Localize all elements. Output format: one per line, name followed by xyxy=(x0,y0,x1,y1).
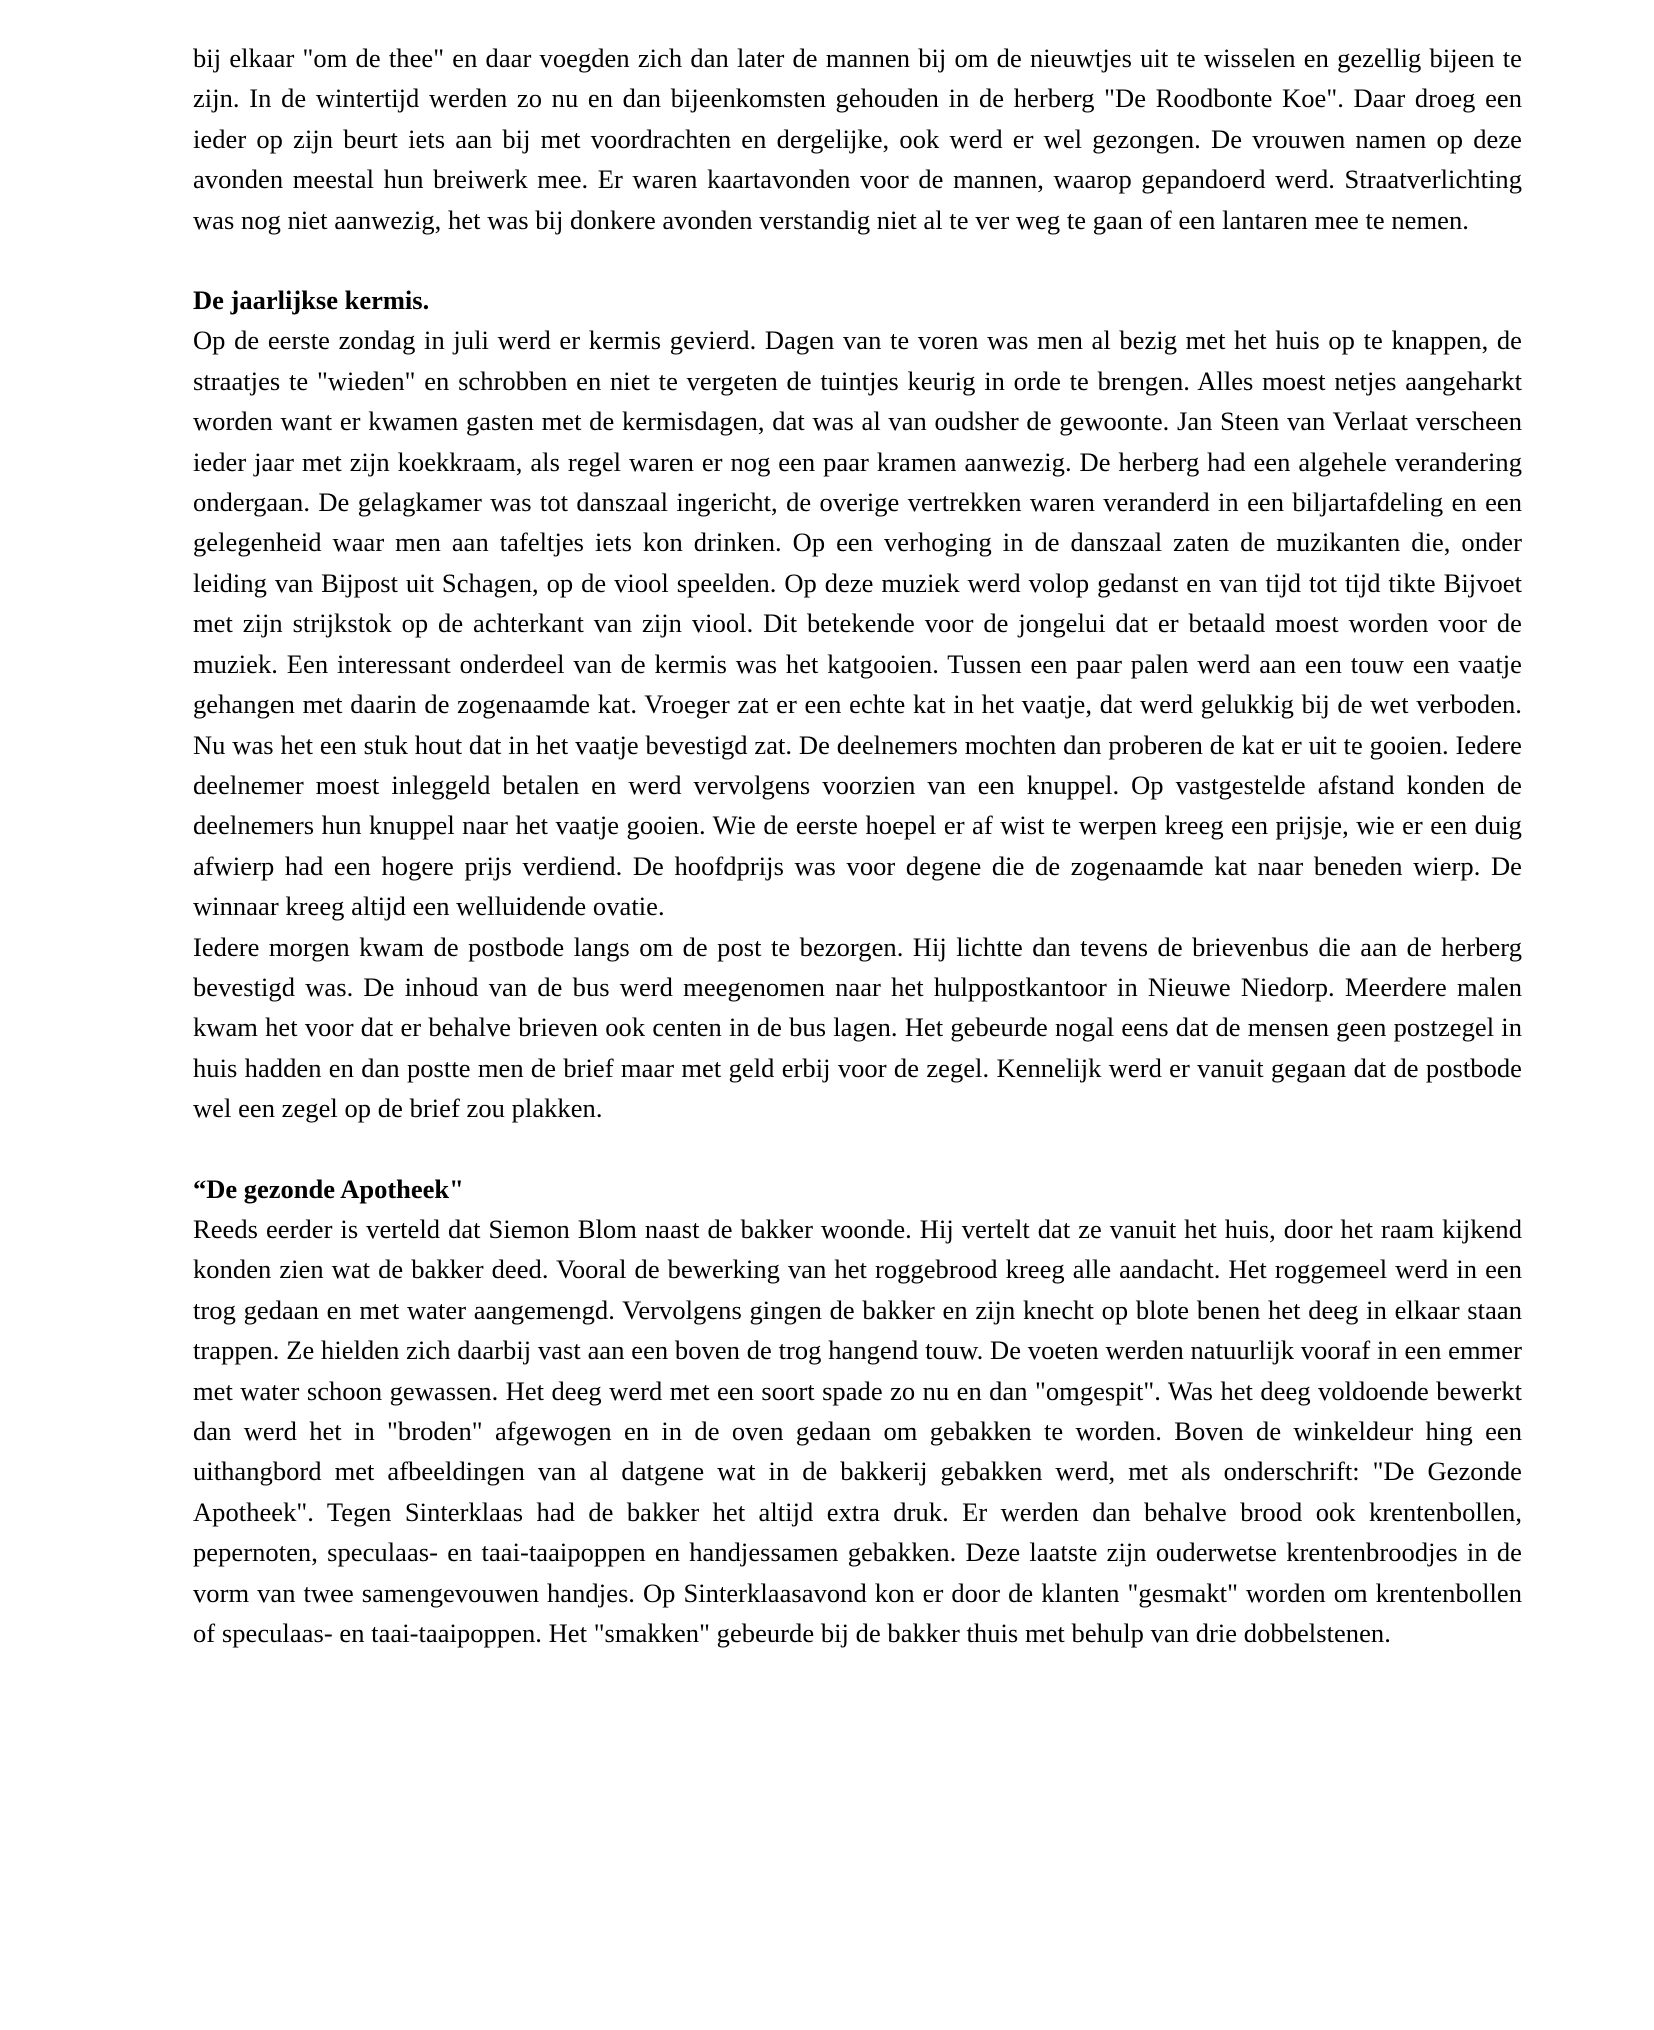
document-body xyxy=(193,38,1522,1653)
section-kermis xyxy=(193,280,1522,1129)
paragraph-apotheek-1: Reeds eerder is verteld dat Siemon Blom naast de bakker woonde. Hij vertelt dat ze vanuit het huis, door het raam kijkend konden zien wat de bakker deed. Vooral de bewerking van het roggebrood kreeg alle aandacht. Het roggemeel werd in een trog gedaan en met water aangemengd. Vervolgens gingen de bakker en zijn knecht op blote benen het deeg in elkaar staan trappen. Ze hielden zich daarbij vast aan een boven de trog hangend touw. De voeten werden natuurlijk vooraf in een emmer met water schoon gewassen. Het deeg werd met een soort spade zo nu en dan "omgespit". Was het deeg voldoende bewerkt dan werd het in "broden" afgewogen en in de oven gedaan om gebakken te worden. Boven de winkeldeur hing een uithangbord met afbeeldingen van al datgene wat in de bakkerij gebakken werd, met als onderschrift: "De Gezonde Apotheek". Tegen Sinterklaas had de bakker het altijd extra druk. Er werden dan behalve brood ook krentenbollen, pepernoten, speculaas- en taai-taaipoppen en handjessamen gebakken. Deze laatste zijn ouderwetse krentenbroodjes in de vorm van twee samengevouwen handjes. Op Sinterklaasavond kon er door de klanten "gesmakt" worden om krentenbollen of speculaas- en taai-taaipoppen. Het "smakken" gebeurde bij de bakker thuis met behulp van drie dobbelstenen. xyxy=(193,1213,1522,1649)
section-heading-kermis: De jaarlijkse kermis. xyxy=(193,285,430,316)
section-spacer xyxy=(193,240,1522,280)
paragraph-kermis-2: Iedere morgen kwam de postbode langs om de post te bezorgen. Hij lichtte dan tevens de brievenbus die aan de herberg bevestigd was. De inhoud van de bus werd meegenomen naar het hulppostkantoor in Nieuwe Niedorp. Meerdere malen kwam het voor dat er behalve brieven ook centen in de bus lagen. Het gebeurde nogal eens dat de mensen geen postzegel in huis hadden en dan postte men de brief maar met geld erbij voor de zegel. Kennelijk werd er vanuit gegaan dat de postbode wel een zegel op de brief zou plakken. xyxy=(193,931,1522,1124)
paragraph-intro: bij elkaar "om de thee" en daar voegden zich dan later de mannen bij om de nieuwtjes uit te wisselen en gezellig bijeen te zijn. In de wintertijd werden zo nu en dan bijeenkomsten gehouden in de herberg "De Roodbonte Koe". Daar droeg een ieder op zijn beurt iets aan bij met voordrachten en dergelijke, ook werd er wel gezongen. De vrouwen namen op deze avonden meestal hun breiwerk mee. Er waren kaartavonden voor de mannen, waarop gepandoerd werd. Straatverlichting was nog niet aanwezig, het was bij donkere avonden verstandig niet al te ver weg te gaan of een lantaren mee te nemen. xyxy=(193,43,1522,235)
paragraph-kermis-1: Op de eerste zondag in juli werd er kermis gevierd. Dagen van te voren was men al bezig met het huis op te knappen, de straatjes te "wieden" en schrobben en niet te vergeten de tuintjes keurig in orde te brengen. Alles moest netjes aangeharkt worden want er kwamen gasten met de kermisdagen, dat was al van oudsher de gewoonte. Jan Steen van Verlaat verscheen ieder jaar met zijn koekkraam, als regel waren er nog een paar kramen aanwezig. De herberg had een algehele verandering ondergaan. De gelagkamer was tot danszaal ingericht, de overige vertrekken waren veranderd in een biljartafdeling en een gelegenheid waar men aan tafeltjes iets kon drinken. Op een verhoging in de danszaal zaten de muzikanten die, onder leiding van Bijpost uit Schagen, op de viool speelden. Op deze muziek werd volop gedanst en van tijd tot tijd tikte Bijvoet met zijn strijkstok op de achterkant van zijn viool. Dit betekende voor de jongelui dat er betaald moest worden voor de muziek. Een interessant onderdeel van de kermis was het katgooien. Tussen een paar palen werd aan een touw een vaatje gehangen met daarin de zogenaamde kat. Vroeger zat er een echte kat in het vaatje, dat werd gelukkig bij de wet verboden. Nu was het een stuk hout dat in het vaatje bevestigd zat. De deelnemers mochten dan proberen de kat er uit te gooien. Iedere deelnemer moest inleggeld betalen en werd vervolgens voorzien van een knuppel. Op vastgestelde afstand konden de deelnemers hun knuppel naar het vaatje gooien. Wie de eerste hoepel er af wist te werpen kreeg een prijsje, wie er een duig afwierp had een hogere prijs verdiend. De hoofdprijs was voor degene die de zogenaamde kat naar beneden wierp. De winnaar kreeg altijd een welluidende ovatie. xyxy=(193,325,1522,922)
section-apotheek xyxy=(193,1169,1522,1654)
section-spacer-2 xyxy=(193,1129,1522,1169)
section-heading-apotheek: “De gezonde Apotheek" xyxy=(193,1173,464,1204)
